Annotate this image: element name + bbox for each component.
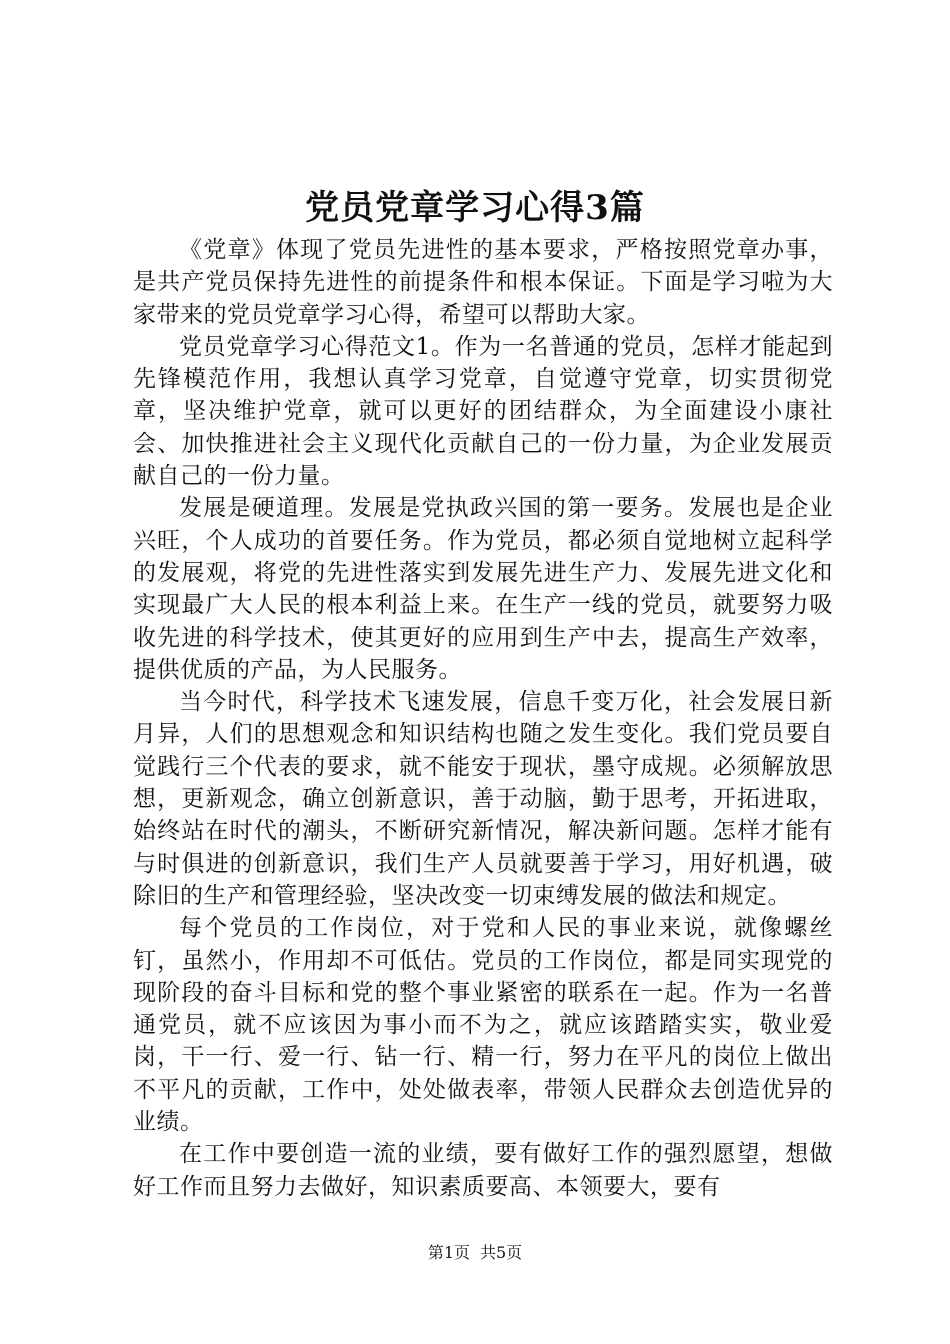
paragraph: 在工作中要创造一流的业绩，要有做好工作的强烈愿望，想做好工作而且努力去做好，知识素质要高、本领要大，要有 (133, 1141, 833, 1200)
page-footer (0, 1243, 950, 1263)
paragraph: 党员党章学习心得范文1。作为一名普通的党员，怎样才能起到先锋模范作用，我想认真学习党章，自觉遵守党章，切实贯彻党章，坚决维护党章，就可以更好的团结群众，为全面建设小康社会、加快推进社会主义现代化贡献自己的一份力量，为企业发展贡献自己的一份力量。 (133, 333, 833, 490)
paragraph: 发展是硬道理。发展是党执政兴国的第一要务。发展也是企业兴旺，个人成功的首要任务。作为党员，都必须自觉地树立起科学的发展观，将党的先进性落实到发展先进生产力、发展先进文化和实现最广大人民的根本利益上来。在生产一线的党员，就要努力吸收先进的科学技术，使其更好的应用到生产中去，提高生产效率，提供优质的产品，为人民服务。 (133, 495, 833, 683)
paragraph: 每个党员的工作岗位，对于党和人民的事业来说，就像螺丝钉，虽然小，作用却不可低估。党员的工作岗位，都是同实现党的现阶段的奋斗目标和党的整个事业紧密的联系在一起。作为一名普通党员，就不应该因为事小而不为之，就应该踏踏实实，敬业爱岗，干一行、爱一行、钻一行、精一行，努力在平凡的岗位上做出不平凡的贡献，工作中，处处做表率，带领人民群众去创造优异的业绩。 (133, 915, 833, 1136)
paragraph: 《党章》体现了党员先进性的基本要求，严格按照党章办事，是共产党员保持先进性的前提条件和根本保证。下面是学习啦为大家带来的党员党章学习心得，希望可以帮助大家。 (133, 237, 833, 328)
document-title: 党员党章学习心得3篇 (305, 188, 645, 228)
paragraph: 当今时代，科学技术飞速发展，信息千变万化，社会发展日新月异，人们的思想观念和知识结构也随之发生变化。我们党员要自觉践行三个代表的要求，就不能安于现状，墨守成规。必须解放思想，更新观念，确立创新意识，善于动脑，勤于思考，开拓进取，始终站在时代的潮头，不断研究新情况，解决新问题。怎样才能有与时俱进的创新意识，我们生产人员就要善于学习，用好机遇，破除旧的生产和管理经验，坚决改变一切束缚发展的做法和规定。 (133, 689, 833, 909)
page-number: 第1页 (427, 1243, 470, 1262)
page-total: 共5页 (480, 1243, 523, 1262)
document-body (133, 234, 833, 1203)
